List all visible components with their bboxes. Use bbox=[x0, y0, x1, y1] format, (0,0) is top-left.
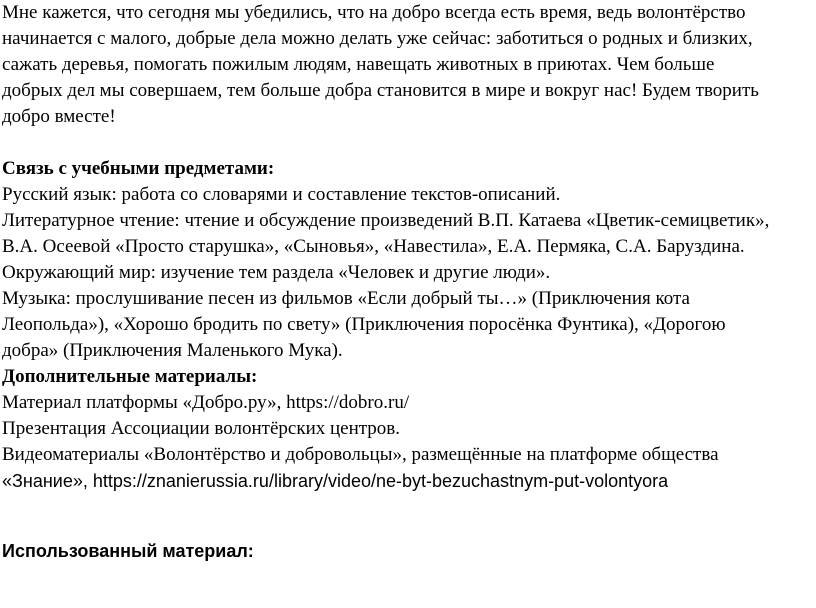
materials-line-1: Материал платформы «Добро.ру», https://dobro.ru/ bbox=[2, 392, 410, 413]
used-material-heading: Использованный материал: bbox=[2, 541, 254, 561]
subjects-line-4: Окружающий мир: изучение тем раздела «Человек и другие люди». bbox=[2, 262, 551, 283]
materials-line-2: Презентация Ассоциации волонтёрских центров. bbox=[2, 418, 401, 439]
intro-line-3: сажать деревья, помогать пожилым людям, навещать животных в приютах. Чем больше bbox=[2, 54, 715, 75]
subjects-line-7: добра» (Приключения Маленького Мука). bbox=[2, 340, 343, 361]
intro-line-2: начинается с малого, добрые дела можно делать уже сейчас: заботиться о родных и близких, bbox=[2, 28, 753, 49]
intro-line-4: добрых дел мы совершаем, тем больше добра становится в мире и вокруг нас! Будем творить bbox=[2, 80, 759, 101]
materials-heading: Дополнительные материалы: bbox=[2, 366, 258, 387]
subjects-heading: Связь с учебными предметами: bbox=[2, 158, 275, 179]
subjects-line-2: Литературное чтение: чтение и обсуждение произведений В.П. Катаева «Цветик-семицветик», bbox=[2, 210, 770, 231]
subjects-line-5: Музыка: прослушивание песен из фильмов «Если добрый ты…» (Приключения кота bbox=[2, 288, 690, 309]
subjects-line-1: Русский язык: работа со словарями и составление текстов-описаний. bbox=[2, 184, 561, 205]
intro-line-1: Мне кажется, что сегодня мы убедились, что на добро всегда есть время, ведь волонтёрство bbox=[2, 2, 746, 23]
materials-line-3: Видеоматериалы «Волонтёрство и добровольцы», размещённые на платформе общества bbox=[2, 444, 719, 465]
materials-line-4: «Знание», https://znanierussia.ru/library/video/ne-byt-bezuchastnym-put-volontyora bbox=[2, 471, 669, 491]
subjects-line-6: Леопольда»), «Хорошо бродить по свету» (Приключения поросёнка Фунтика), «Дорогою bbox=[2, 314, 726, 335]
intro-line-5: добро вместе! bbox=[2, 106, 116, 127]
subjects-line-3: В.А. Осеевой «Просто старушка», «Сыновья», «Навестила», Е.А. Пермяка, С.А. Баруздина. bbox=[2, 236, 745, 257]
